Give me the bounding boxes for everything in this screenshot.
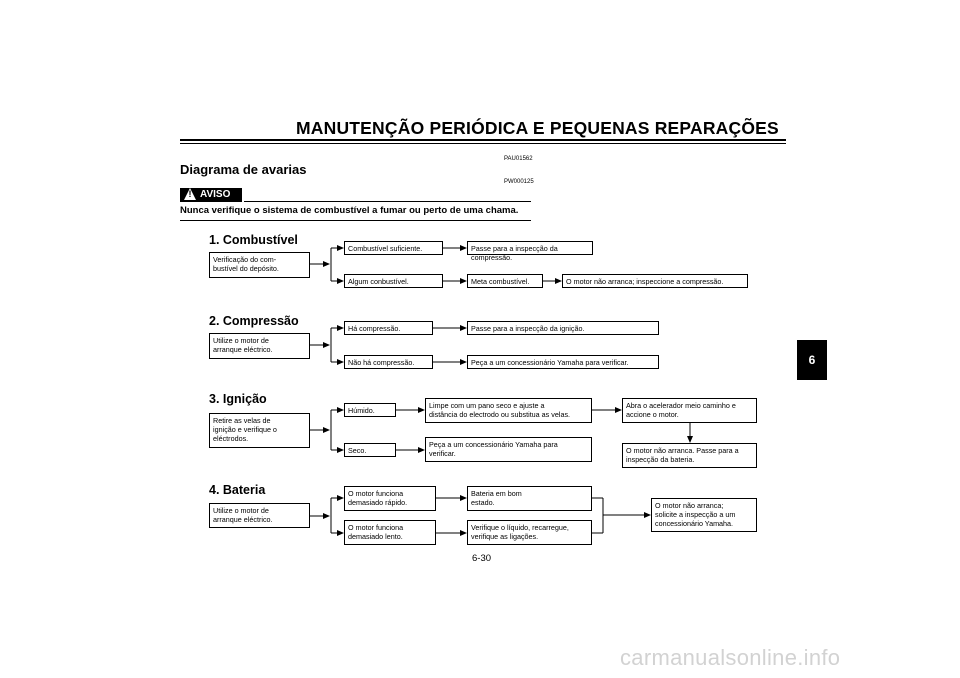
battery-start-box: Utilize o motor de arranque eléctrico. [209, 503, 310, 528]
ignition-throttle-box: Abra o acelerador meio caminho e accione o motor. [622, 398, 757, 423]
page-number: 6-30 [472, 553, 492, 564]
fuel-no-start-box: O motor não arranca; inspeccione a compressão. [562, 274, 748, 288]
ignition-heading: 3. Ignição [209, 392, 267, 406]
fuel-start-box: Verificação do com- bustível do depósito. [209, 252, 310, 278]
page-header-title: MANUTENÇÃO PERIÓDICA E PEQUENAS REPARAÇÕES [296, 118, 779, 138]
warning-code: PW000125 [504, 179, 534, 185]
exclamation-icon: ! [188, 189, 192, 199]
ignition-no-start-box: O motor não arranca. Passe para a inspecção da bateria. [622, 443, 757, 468]
compression-yes-result-box: Passe para a inspecção da ignição. [467, 321, 659, 335]
ignition-dry-result-box: Peça a um concessionário Yamaha para verificar. [425, 437, 592, 462]
compression-heading: 2. Compressão [209, 314, 299, 328]
fuel-heading: 1. Combustível [209, 233, 298, 247]
section-title: Diagrama de avarias [180, 162, 307, 177]
section-code: PAU01562 [504, 156, 533, 162]
battery-heading: 4. Bateria [209, 483, 266, 497]
watermark: carmanualsonline.info [620, 645, 841, 670]
compression-no-result-box: Peça a um concessionário Yamaha para verificar. [467, 355, 659, 369]
battery-slow-box: O motor funciona demasiado lento. [344, 520, 436, 545]
ignition-wet-box: Húmido. [344, 403, 396, 417]
fuel-sufficient-box: Combustível suficiente. [344, 241, 443, 255]
compression-start-box: Utilize o motor de arranque eléctrico. [209, 333, 310, 359]
ignition-start-box: Retire as velas de ignição e verifique o eléctrodos. [209, 413, 310, 448]
battery-check-box: Verifique o líquido, recarregue, verifique as ligações. [467, 520, 592, 545]
battery-final-box: O motor não arranca; solicite a inspecção a um concessionário Yamaha. [651, 498, 757, 532]
fuel-some-box: Algum conbustível. [344, 274, 443, 288]
warning-text: Nunca verifique o sistema de combustível a fumar ou perto de uma chama. [180, 205, 519, 216]
battery-good-box: Bateria em bom estado. [467, 486, 592, 511]
compression-yes-box: Há compressão. [344, 321, 433, 335]
fuel-sufficient-result-box: Passe para a inspecção da compressão. [467, 241, 593, 255]
fuel-add-box: Meta combustível. [467, 274, 543, 288]
battery-fast-box: O motor funciona demasiado rápido. [344, 486, 436, 511]
compression-no-box: Não há compressão. [344, 355, 433, 369]
ignition-dry-box: Seco. [344, 443, 396, 457]
chapter-tab: 6 [797, 340, 827, 380]
warning-label: AVISO [200, 189, 231, 200]
ignition-clean-box: Limpe com um pano seco e ajuste a distância do electrodo ou substitua as velas. [425, 398, 592, 423]
